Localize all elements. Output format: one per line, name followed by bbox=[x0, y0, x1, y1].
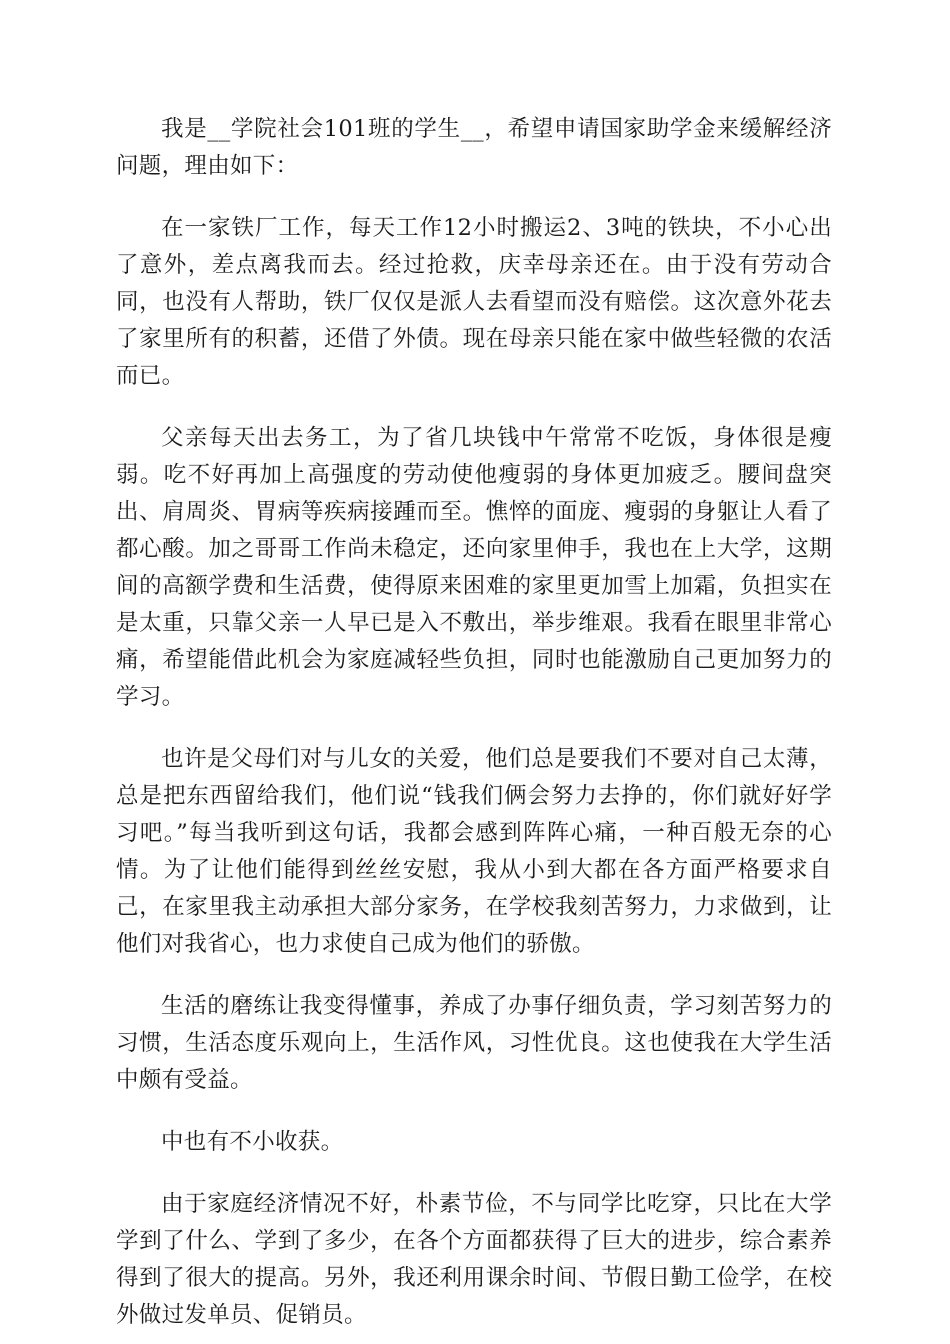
document-body bbox=[116, 111, 832, 1334]
paragraph-intro: 我是__学院社会101班的学生__，希望申请国家助学金来缓解经济问题，理由如下： bbox=[116, 116, 832, 179]
paragraph-frugal-study: 由于家庭经济情况不好，朴素节俭，不与同学比吃穿，只比在大学学到了什么、学到了多少，在各个方面都获得了巨大的进步，综合素养得到了很大的提高。另外，我还利用课余时间、节假日勤工俭学，在校外做过发单员、促销员。 bbox=[116, 1191, 832, 1328]
paragraph-mother-accident: 在一家铁厂工作，每天工作12小时搬运2、3吨的铁块，不小心出了意外，差点离我而去。经过抢救，庆幸母亲还在。由于没有劳动合同，也没有人帮助，铁厂仅仅是派人去看望而没有赔偿。这次意外花去了家里所有的积蓄，还借了外债。现在母亲只能在家中做些轻微的农活而已。 bbox=[116, 215, 832, 389]
paragraph-life-habits: 生活的磨练让我变得懂事，养成了办事仔细负责，学习刻苦努力的习惯，生活态度乐观向上，生活作风，习性优良。这也使我在大学生活中颇有受益。 bbox=[116, 993, 832, 1093]
paragraph-father-work: 父亲每天出去务工，为了省几块钱中午常常不吃饭，身体很是瘦弱。吃不好再加上高强度的劳动使他瘦弱的身体更加疲乏。腰间盘突出、肩周炎、胃病等疾病接踵而至。憔悴的面庞、瘦弱的身躯让人看了都心酸。加之哥哥工作尚未稳定，还向家里伸手，我也在上大学，这期间的高额学费和生活费，使得原来困难的家里更加雪上加霜，负担实在是太重，只靠父亲一人早已是入不敷出，举步维艰。我看在眼里非常心痛，希望能借此机会为家庭减轻些负担，同时也能激励自己更加努力的学习。 bbox=[116, 425, 832, 710]
paragraph-gains: 中也有不小收获。 bbox=[161, 1129, 344, 1155]
paragraph-parents-love: 也许是父母们对与儿女的关爱，他们总是要我们不要对自己太薄，总是把东西留给我们，他们说“钱我们俩会努力去挣的，你们就好好学习吧。”每当我听到这句话，我都会感到阵阵心痛，一种百般无奈的心情。为了让他们能得到丝丝安慰，我从小到大都在各方面严格要求自己，在家里我主动承担大部分家务，在学校我刻苦努力，力求做到，让他们对我省心，也力求使自己成为他们的骄傲。 bbox=[116, 746, 832, 957]
